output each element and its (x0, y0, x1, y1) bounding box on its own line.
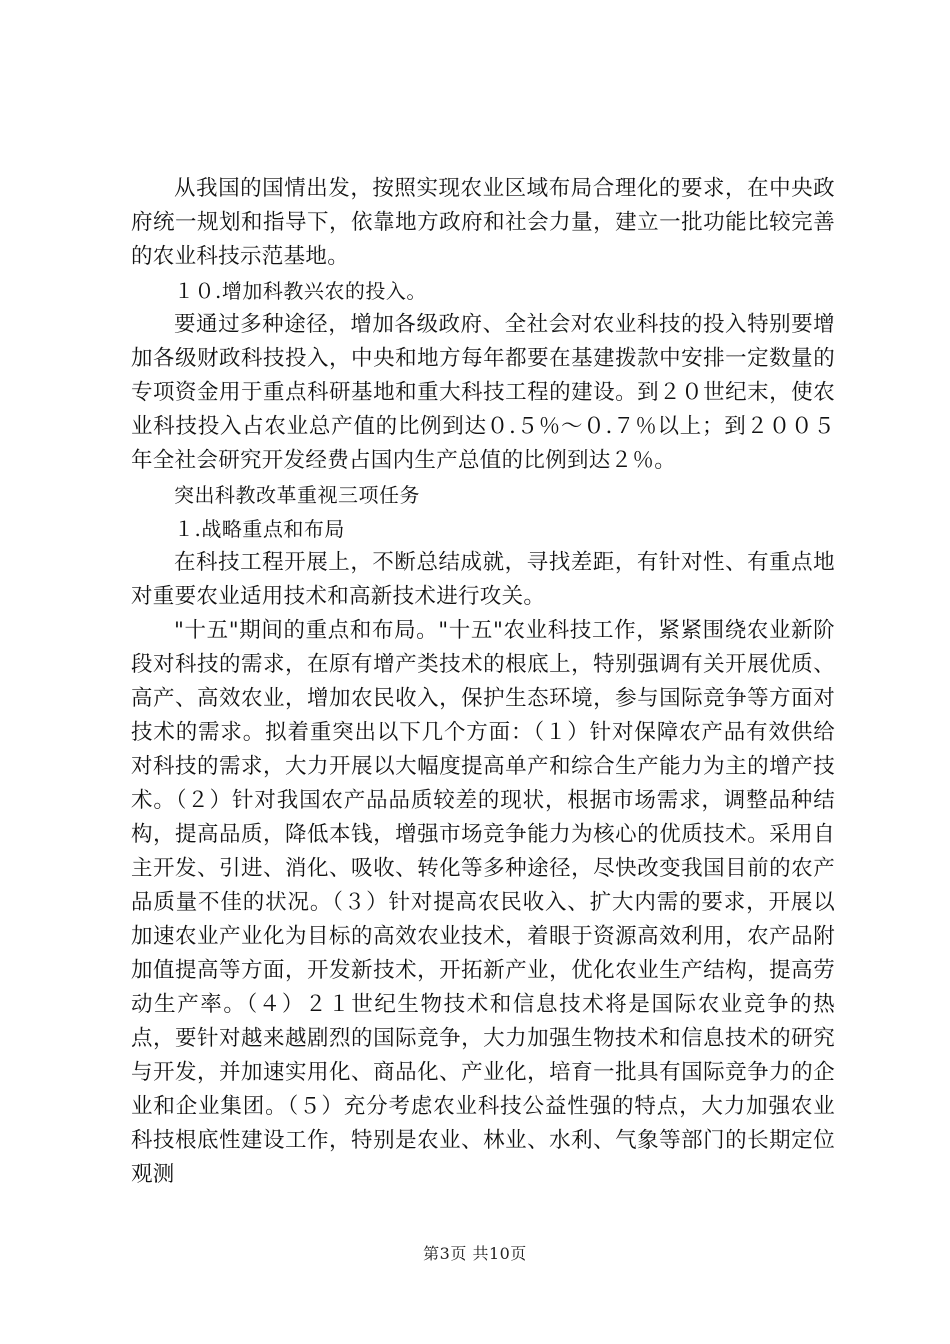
paragraph-base-construction: 从我国的国情出发，按照实现农业区域布局合理化的要求，在中央政府统一规划和指导下，依靠地方政府和社会力量，建立一批功能比较完善的农业科技示范基地。 (131, 176, 835, 269)
paragraph-investment: 要通过多种途径，增加各级政府、全社会对农业科技的投入特别要增加各级财政科技投入，中央和地方每年都要在基建拨款中安排一定数量的专项资金用于重点科研基地和重大科技工程的建设。到２０世纪末，使农业科技投入占农业总产值的比例到达０.５％～０.７％以上；到２００５年全社会研究开发经费占国内生产总值的比例到达２％。 (131, 312, 835, 473)
document-body (131, 172, 835, 1192)
heading-three-tasks: 突出科教改革重视三项任务 (174, 483, 420, 507)
heading-strategy: １.战略重点和布局 (174, 517, 345, 541)
paragraph-fifteen-plan: "十五"期间的重点和布局。"十五"农业科技工作，紧紧围绕农业新阶段对科技的需求，在原有增产类技术的根底上，特别强调有关开展优质、高产、高效农业，增加农民收入，保护生态环境，参与国际竞争等方面对技术的需求。拟着重突出以下几个方面：（１）针对保障农产品有效供给对科技的需求，大力开展以大幅度提高单产和综合生产能力为主的增产技术。（２）针对我国农产品品质较差的现状，根据市场需求，调整品种结构，提高品质，降低本钱，增强市场竞争能力为核心的优质技术。采用自主开发、引进、消化、吸收、转化等多种途径，尽快改变我国目前的农产品质量不佳的状况。（３）针对提高农民收入、扩大内需的要求，开展以加速农业产业化为目标的高效农业技术，着眼于资源高效利用，农产品附加值提高等方面，开发新技术，开拓新产业，优化农业生产结构，提高劳动生产率。（４）２１世纪生物技术和信息技术将是国际农业竞争的热点，要针对越来越剧烈的国际竞争，大力加强生物技术和信息技术的研究与开发，并加速实用化、商品化、产业化，培育一批具有国际竞争力的企业和企业集团。（５）充分考虑农业科技公益性强的特点，大力加强农业科技根底性建设工作，特别是农业、林业、水利、气象等部门的长期定位观测 (131, 618, 835, 1187)
paragraph-strategy: 在科技工程开展上，不断总结成就，寻找差距，有针对性、有重点地对重要农业适用技术和高新技术进行攻关。 (131, 550, 835, 609)
heading-investment: １０.增加科教兴农的投入。 (174, 279, 427, 303)
page-footer: 第3页 共10页 (423, 1244, 527, 1263)
